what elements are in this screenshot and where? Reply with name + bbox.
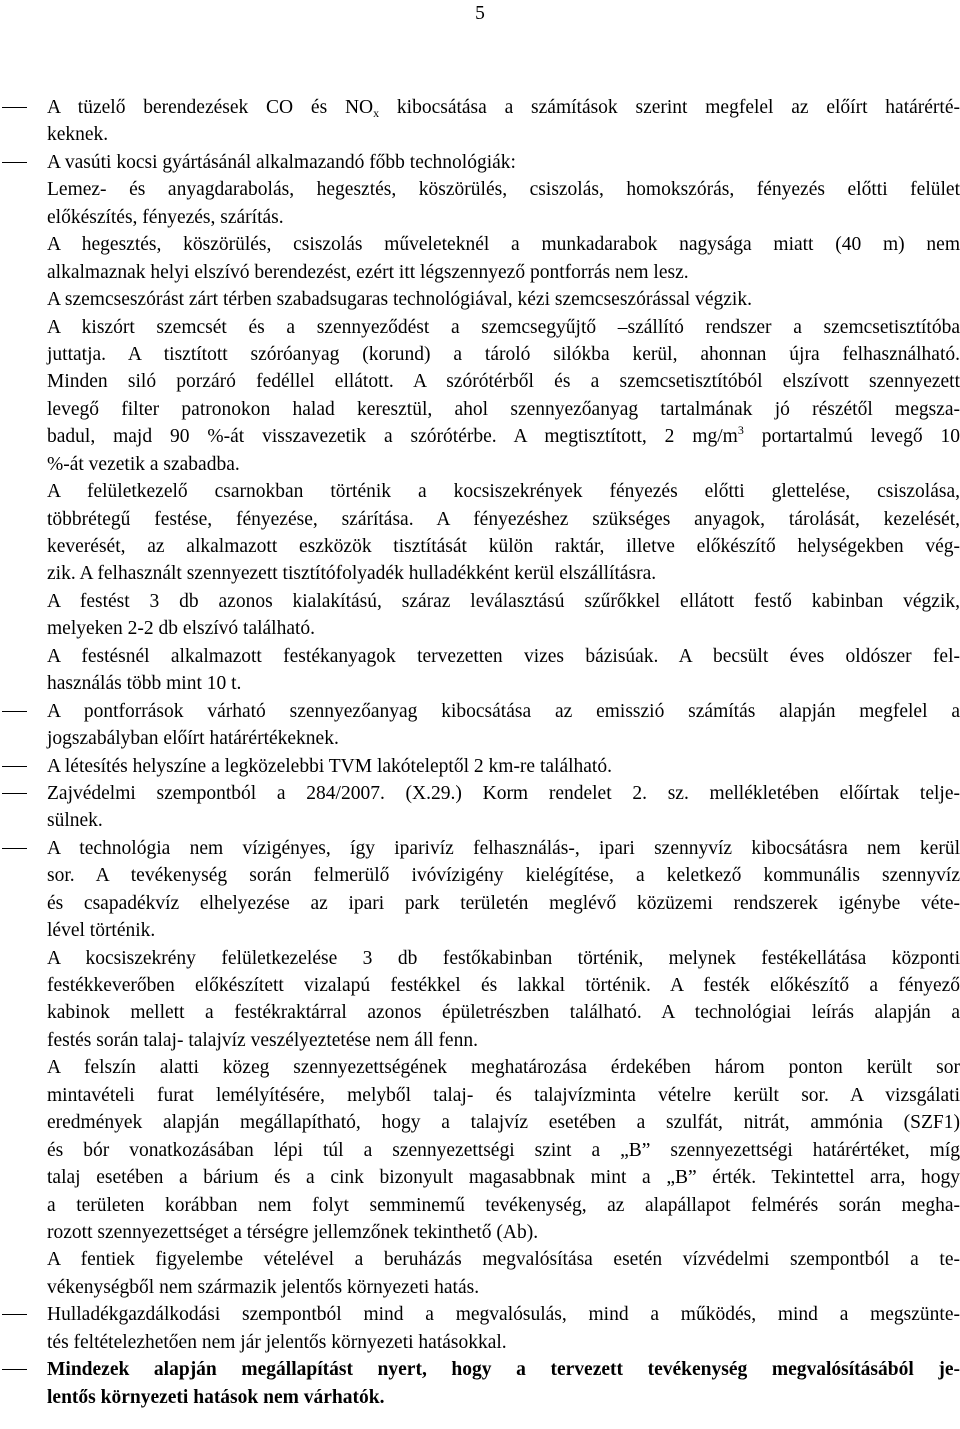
- text-line: festékkeverőben előkészített vizalapú festékkel és lakkal történik. A festék előkészítő a fényező: [47, 975, 960, 996]
- text-line: és bór vonatkozásában lépi túl a szennyezettségi szint a „B” szennyezettségi határértéket, míg: [47, 1139, 960, 1161]
- text-line: a területen korábban nem folyt semminemű tevékenység, az alapállapot felmérés során megha-: [47, 1194, 960, 1216]
- text-segment: A tüzelő berendezések CO és NO: [47, 97, 374, 118]
- text-line: A festésnél alkalmazott festékanyagok tervezetten vizes bázisúak. A becsült éves oldószer fel-: [47, 645, 960, 667]
- bullet-item: [0, 698, 960, 753]
- text-line: juttatja. A tisztított szóróanyag (korund) a tároló silókba kerül, ahonnan újra felhasználható.: [47, 343, 960, 365]
- document-body: [0, 94, 960, 1411]
- dash-bullet-icon: [2, 711, 27, 712]
- text-line: A technológia nem vízigényes, így iparivíz felhasználás-, ipari szennyvíz kibocsátásra nem kerül: [47, 837, 960, 859]
- text-line: A létesítés helyszíne a legközelebbi TVM lakóteleptől 2 km-re található.: [47, 755, 612, 777]
- text-line: Mindezek alapján megállapítást nyert, hogy a tervezett tevékenység megvalósításából je-: [47, 1359, 960, 1381]
- dash-bullet-icon: [2, 162, 27, 163]
- dash-bullet-icon: [2, 848, 27, 849]
- text-line: lével történik.: [47, 920, 156, 942]
- text-line: A kiszórt szemcsét és a szennyeződést a szemcsegyűjtő –szállító rendszer a szemcsetisztítóba: [47, 316, 960, 338]
- text-line: A vasúti kocsi gyártásánál alkalmazandó főbb technológiák:: [47, 151, 516, 173]
- text-line: Zajvédelmi szempontból a 284/2007. (X.29.) Korm rendelet 2. sz. mellékletében előírtak telje-: [47, 782, 960, 804]
- text-line: Lemez- és anyagdarabolás, hegesztés, köszörülés, csiszolás, homokszórás, fényezés előtti felület: [47, 179, 960, 201]
- text-line: vékenységből nem származik jelentős környezeti hatás.: [47, 1276, 480, 1298]
- text-line: melyeken 2-2 db elszívó található.: [47, 618, 316, 640]
- text-line: A pontforrások várható szennyezőanyag kibocsátása az emisszió számítás alapján megfelel a: [47, 700, 960, 722]
- text-line: levegő filter patronokon halad keresztül, ahol szennyezőanyag tartalmának jó részétől megsza-: [47, 398, 960, 420]
- text-line: alkalmaznak helyi elszívó berendezést, ezért itt légszennyező pontforrás nem lesz.: [47, 261, 689, 283]
- text-line: tés feltételezhetően nem jár jelentős környezeti hatásokkal.: [47, 1331, 507, 1353]
- dash-bullet-icon: [2, 1369, 27, 1370]
- text-line: talaj esetében a bárium és a cink bizonyult magasabbnak mint a „B” érték. Tekintettel arra, hogy: [47, 1167, 960, 1189]
- text-line: [47, 423, 960, 450]
- text-line: eredmények alapján megállapítható, hogy a talajvíz esetében a szulfát, nitrát, ammónia (SZF1): [47, 1112, 960, 1134]
- text-line: előkészítés, fényezés, szárítás.: [47, 206, 284, 228]
- text-line: A festést 3 db azonos kialakítású, száraz leválasztású szűrőkkel ellátott festő kabinban végzik,: [47, 590, 960, 612]
- bullet-item: [0, 780, 960, 835]
- text-line: [47, 94, 960, 121]
- text-line: A szemcseszórást zárt térben szabadsugaras technológiával, kézi szemcseszórással végzik.: [47, 289, 752, 311]
- text-line: használás több mint 10 t.: [47, 673, 242, 695]
- text-line: rozott szennyezettséget a térségre jellemzőnek tekinthető (Ab).: [47, 1221, 539, 1243]
- text-line: A hegesztés, köszörülés, csiszolás műveleteknél a munkadarabok nagysága miatt (40 m) nem: [47, 234, 960, 256]
- bullet-item: [0, 149, 960, 698]
- text-line: és csapadékvíz elhelyezése az ipari park területén meglévő közüzemi rendszerek igénybe véte-: [47, 892, 960, 914]
- text-line: A felszín alatti közeg szennyezettségének meghatározása érdekében három ponton került sor: [47, 1057, 960, 1079]
- text-segment: badul, majd 90 %-át visszavezetik a szórótérbe. A megtisztított, 2 mg/m: [47, 426, 738, 448]
- dash-bullet-icon: [2, 793, 27, 794]
- text-line: %-át vezetik a szabadba.: [47, 453, 240, 475]
- text-line: A fentiek figyelembe vételével a beruházás megvalósítása esetén vízvédelmi szempontból a te-: [47, 1249, 960, 1271]
- text-line: lentős környezeti hatások nem várhatók.: [47, 1386, 385, 1408]
- text-segment: portartalmú levegő 10: [743, 426, 960, 448]
- text-line: Hulladékgazdálkodási szempontból mind a megvalósulás, mind a működés, mind a megszünte-: [47, 1304, 960, 1326]
- text-line: jogszabályban előírt határértékeknek.: [47, 728, 339, 750]
- text-line: mintavételi furat lemélyítésére, melyből talaj- és talajvízminta vételre került sor. A vizsgálati: [47, 1084, 960, 1106]
- bullet-item: [0, 1301, 960, 1356]
- subscript: x: [373, 106, 380, 120]
- text-line: többrétegű festése, fényezése, szárítása. A fényezéshez szükséges anyagok, tárolását, kezelését,: [47, 508, 960, 530]
- text-line: sülnek.: [47, 810, 103, 832]
- superscript: 3: [737, 423, 744, 438]
- page-number: 5: [475, 3, 485, 24]
- bullet-item: [0, 753, 960, 780]
- text-line: zik. A felhasznált szennyezett tisztítófolyadék hulladékként kerül elszállításra.: [47, 563, 657, 585]
- text-line: keverését, az alkalmazott eszközök tisztítását külön raktár, illetve előkészítő helységekben vég-: [47, 536, 960, 557]
- text-line: keknek.: [47, 124, 109, 146]
- dash-bullet-icon: [2, 107, 27, 108]
- text-segment: kibocsátása a számítások szerint megfelel az előírt határérté-: [379, 97, 960, 118]
- dash-bullet-icon: [2, 766, 27, 767]
- dash-bullet-icon: [2, 1314, 27, 1315]
- text-line: Minden siló porzáró fedéllel ellátott. A szórótérből és a szemcsetisztítóból elszívott szennyezett: [47, 371, 960, 393]
- text-line: sor. A tevékenység során felmerülő ivóvízigény kielégítése, a keletkező kommunális szennyvíz: [47, 865, 960, 887]
- text-line: A kocsiszekrény felületkezelése 3 db festőkabinban történik, melynek festékellátása központi: [47, 947, 960, 969]
- bullet-item: [0, 1356, 960, 1411]
- text-line: A felületkezelő csarnokban történik a kocsiszekrények fényezés előtti glettelése, csiszolása,: [47, 481, 960, 503]
- bullet-item: [0, 835, 960, 1301]
- text-line: kabinok mellett a festékraktárral azonos épületrészben található. A technológiai leírás alapján a: [47, 1002, 960, 1024]
- text-line: festés során talaj- talajvíz veszélyeztetése nem áll fenn.: [47, 1029, 478, 1051]
- bullet-item: [0, 94, 960, 149]
